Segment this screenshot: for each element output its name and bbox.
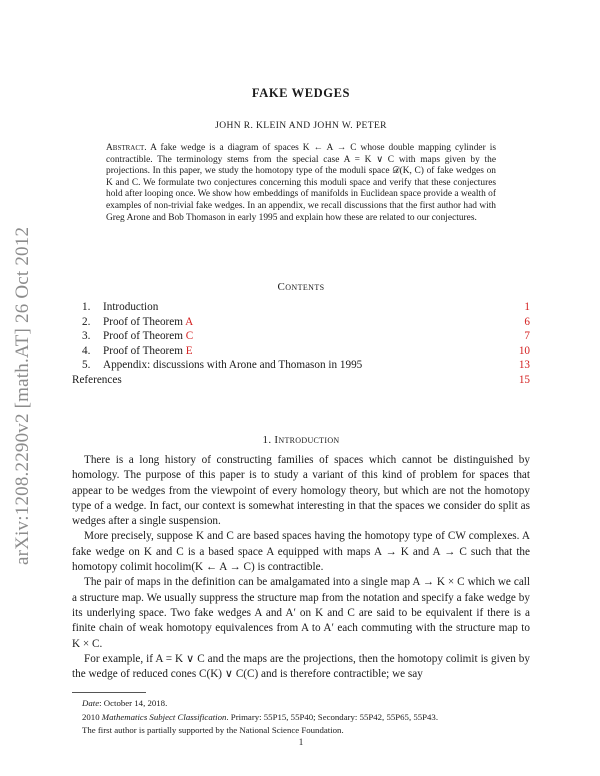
abstract-label: Abstract. [106,143,147,153]
paragraph: There is a long history of constructing families of spaces which cannot be distinguished by homology. The purpose of this paper is to study a variant of this kind of problem for spaces that appear to be wedges from the viewpoint of every homology theory, but which are not the homotopy type of a wedge. In fact, our context is somewhat interesting in that the spaces we consider do split as wedges after a single suspension. [72,454,530,528]
paragraph: For example, if A = K ∨ C and the maps are the projections, then the homotopy colimit is given by the wedge of reduced cones C(K) ∨ C(C) and is therefore contractible; we say [72,652,530,681]
toc-title: Introduction [103,301,159,313]
toc-title: References [72,373,122,386]
section-heading: 1. Introduction [262,434,340,446]
toc-entry-introduction[interactable] [82,300,530,315]
toc-page-link[interactable]: 7 [524,330,530,343]
abstract-text: A fake wedge is a diagram of spaces K ← A → C whose double mapping cylinder is contractible. The terminology stems from the special case A = K ∨ C with maps given by the projections. In this paper, we study the homotopy type of the moduli space 𝒟(K, C) of fake wedges on K and C. We formulate two conjectures concerning this moduli space and verify that these conjectures hold after looping once. We show how embeddings of manifolds in Euclidean space provide a wealth of examples of non-trivial fake wedges. In an appendix, we recall discussions that the first author had with Greg Arone and Bob Thomason in early 1995 and explain how these are related to our conjectures. [106,143,496,223]
toc-title: Proof of Theorem C [103,330,194,343]
abstract [106,143,496,224]
toc-number: 1. [82,301,91,313]
paper-authors: JOHN R. KLEIN AND JOHN W. PETER [215,121,387,131]
theorem-ref-link[interactable]: E [185,344,193,357]
paragraph: The pair of maps in the definition can be amalgamated into a single map A → K × C which we call a structure map. We usually suppress the structure map from the notation and specify a fake wedge by its underlying space. Two fake wedges A and A′ on K and C are said to be equivalent if there is a finite chain of weak homotopy equivalences from A to A′ each commuting with the structure map to K × C. [72,576,530,650]
toc-title: Proof of Theorem A [103,315,194,328]
toc-title: Appendix: discussions with Arone and Thomason in 1995 [103,359,363,372]
paper-title: FAKE WEDGES [251,86,351,100]
toc-entry-proof-a[interactable] [82,315,530,330]
toc-entry-appendix[interactable] [82,358,530,373]
toc-page-link[interactable]: 1 [524,301,530,313]
toc-number: 4. [82,344,91,357]
toc-entry-references[interactable] [72,373,530,388]
toc-page-link[interactable]: 6 [524,315,530,328]
theorem-ref-link[interactable]: A [185,315,194,328]
theorem-ref-link[interactable]: C [185,330,194,343]
toc-number: 2. [82,315,91,328]
toc-page-link[interactable]: 15 [518,373,530,386]
body-text [72,453,530,682]
toc-entry-proof-e[interactable] [82,344,530,359]
toc-page-link[interactable]: 13 [518,359,530,372]
footnote-date: Date: October 14, 2018. [82,698,168,708]
arxiv-stamp: arXiv:1208.2290v2 [math.AT] 26 Oct 2012 [12,226,33,565]
footnotes [82,697,530,738]
contents-heading: Contents [277,281,325,293]
toc-page-link[interactable]: 10 [518,344,530,357]
toc-number: 5. [82,359,91,372]
toc-number: 3. [82,330,91,343]
paragraph: More precisely, suppose K and C are based spaces having the homotopy type of CW complexes. A fake wedge on K and C is a based space A equipped with maps A → K and A → C such that the homotopy colimit hocolim(K ← A → C) is contractible. [72,530,530,574]
table-of-contents [72,300,530,388]
footnote-msc: 2010 Mathematics Subject Classification. Primary: 55P15, 55P40; Secondary: 55P42, 55P65, 55P43. [82,711,439,722]
page-number: 1 [298,737,304,747]
toc-title: Proof of Theorem E [103,344,193,357]
footnote-rule [72,692,146,693]
toc-entry-proof-c[interactable] [82,329,530,344]
footnote-support: The first author is partially supported by the National Science Foundation. [82,725,344,736]
